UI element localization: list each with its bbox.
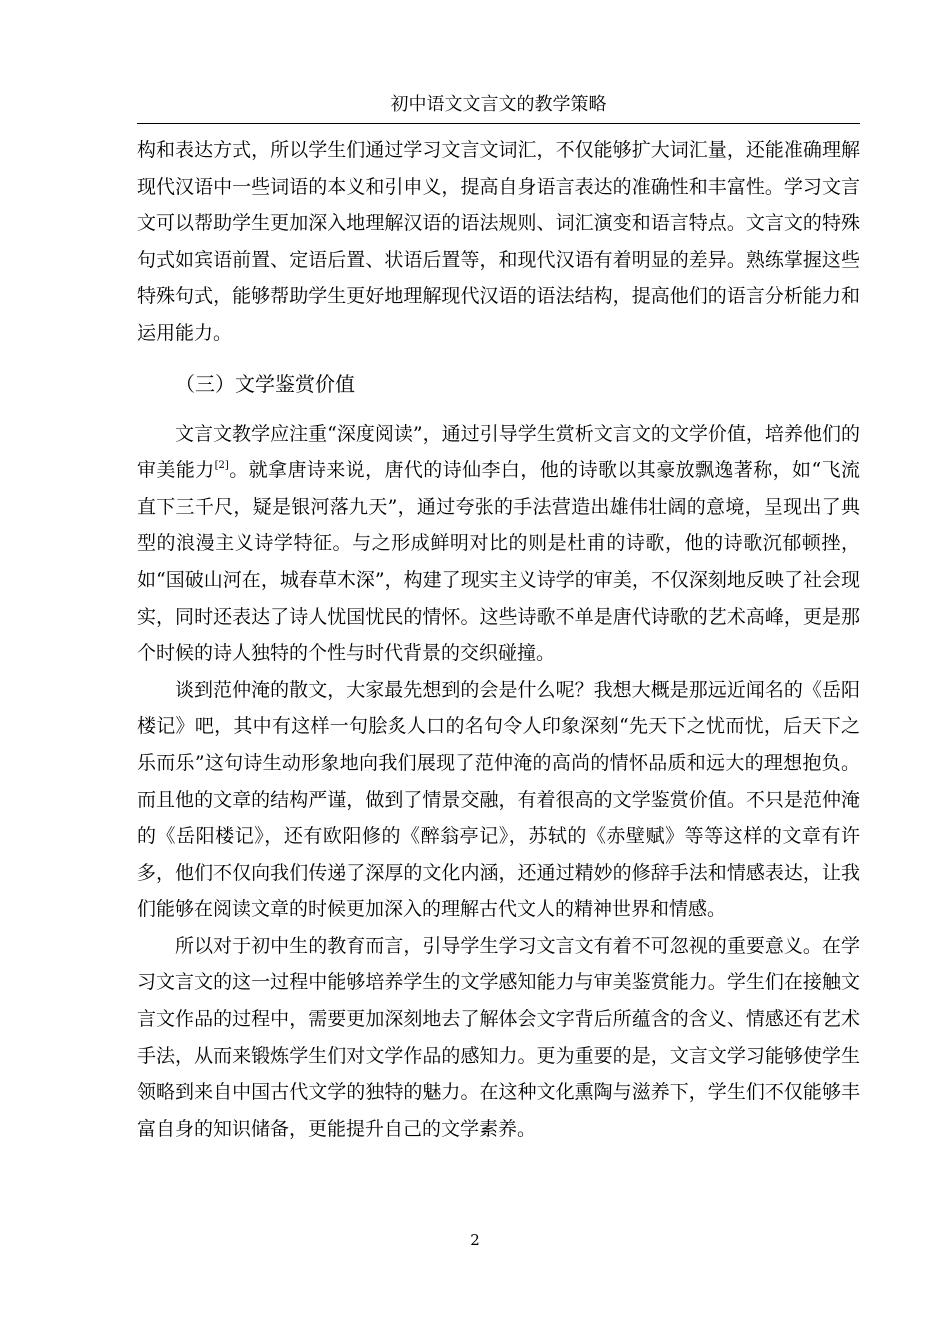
paragraph-text: 。就拿唐诗来说，唐代的诗仙李白，他的诗歌以其豪放飘逸著称，如“飞流直下三千尺，疑是银河落九天”，通过夸张的手法营造出雄伟壮阔的意境，呈现出了典型的浪漫主义诗学特征。与之形成鲜明对比的则是杜甫的诗歌，他的诗歌沉郁顿挫，如“国破山河在，城春草木深”，构建了现实主义诗学的审美，不仅深刻地反映了社会现实，同时还表达了诗人忧国忧民的情怀。这些诗歌不单是唐代诗歌的艺术高峰，更是那个时候的诗人独特的个性与时代背景的交织碰撞。 bbox=[137, 459, 860, 665]
paragraph-text: 文言文教学应注重“深度阅读”，通过引导学生赏析文言文的文学价值，培养他们的审美能力 bbox=[137, 422, 860, 482]
paragraph-conclusion: 所以对于初中生的教育而言，引导学生学习文言文有着不可忽视的重要意义。在学习文言文的这一过程中能够培养学生的文学感知能力与审美鉴赏能力。学生们在接触文言文作品的过程中，需要更加深刻地去了解体会文字背后所蕴含的含义、情感还有艺术手法，从而来锻炼学生们对文学作品的感知力。更为重要的是，文言文学习能够使学生领略到来自中国古代文学的独特的魅力。在这种文化熏陶与滋养下，学生们不仅能够丰富自身的知识储备，更能提升自己的文学素养。 bbox=[137, 934, 860, 1140]
document-title: 初中语文文言文的教学策略 bbox=[390, 94, 607, 115]
section-heading: （三）文学鉴赏价值 bbox=[175, 371, 355, 396]
citation-marker: [2] bbox=[214, 460, 229, 472]
body-text bbox=[137, 132, 860, 1147]
page-header bbox=[137, 92, 860, 124]
paragraph-fan-zhongyan: 谈到范仲淹的散文，大家最先想到的会是什么呢？我想大概是那远近闻名的《岳阳楼记》吧，其中有这样一句脍炙人口的名句令人印象深刻“先天下之忧而忧，后天下之乐而乐”这句诗生动形象地向我们展现了范仲淹的高尚的情怀品质和远大的理想抱负。而且他的文章的结构严谨，做到了情景交融，有着很高的文学鉴赏价值。不只是范仲淹的《岳阳楼记》，还有欧阳修的《醉翁亭记》，苏轼的《赤壁赋》等等这样的文章有许多，他们不仅向我们传递了深厚的文化内涵，还通过精妙的修辞手法和情感表达，让我们能够在阅读文章的时候更加深入的理解古代文人的精神世界和情感。 bbox=[137, 678, 860, 921]
paragraph-continued: 构和表达方式，所以学生们通过学习文言文词汇，不仅能够扩大词汇量，还能准确理解现代汉语中一些词语的本义和引申义，提高自身语言表达的准确性和丰富性。学习文言文可以帮助学生更加深入地理解汉语的语法规则、词汇演变和语言特点。文言文的特殊句式如宾语前置、定语后置、状语后置等，和现代汉语有着明显的差异。熟练掌握这些特殊句式，能够帮助学生更好地理解现代汉语的语法结构，提高他们的语言分析能力和运用能力。 bbox=[137, 139, 860, 344]
paragraph-literary-value bbox=[137, 416, 860, 672]
page-number: 2 bbox=[470, 1231, 480, 1249]
